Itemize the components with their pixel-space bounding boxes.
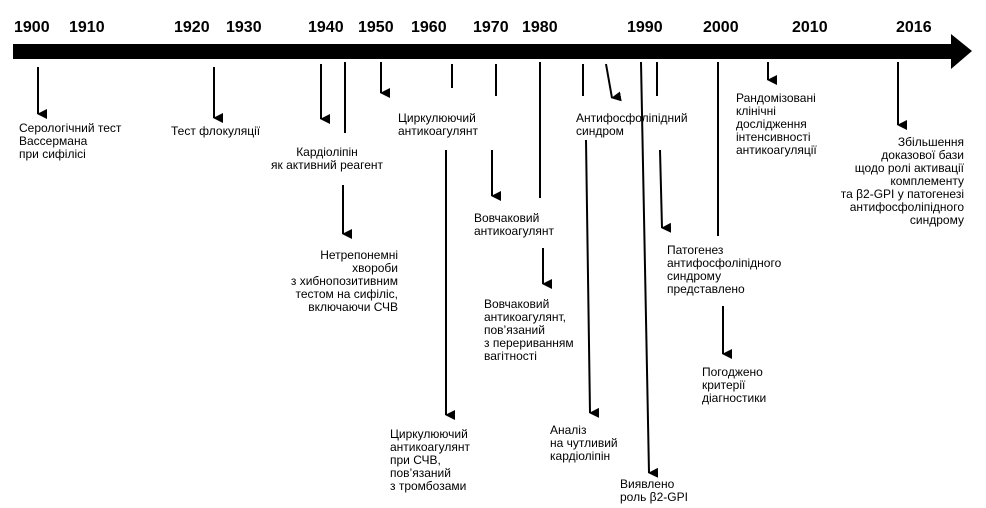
event-lupus-pregnancy: Вовчаковий антикоагулянт, пов’язаний з перериванням вагітності xyxy=(484,297,574,363)
event-circulating-sle-thrombosis: Циркулюючий антикоагулянт при СЧВ, пов’язаний з тромбозами xyxy=(390,427,470,493)
arrow-aps-diagonal xyxy=(606,64,612,98)
event-nontreponemal: Нетрепонемні хвороби з хибнопозитивним тестом на сифіліс, включаючи СЧВ xyxy=(290,248,398,314)
year-1910: 1910 xyxy=(69,19,105,36)
event-wassermann: Серологічний тест Вассермана при сифілісі xyxy=(19,121,122,161)
event-pathogenesis: Патогенез антифосфоліпідного синдрому представлено xyxy=(667,243,782,296)
year-2016: 2016 xyxy=(896,19,932,36)
year-1970: 1970 xyxy=(473,19,509,36)
event-complement: Збільшення доказової бази щодо ролі активації комплементу та β2-GPI у патогенезі антифосфоліпідного синдрому xyxy=(840,135,964,227)
timeline-axis xyxy=(13,44,953,59)
event-aps: Антифосфоліпідний синдром xyxy=(576,111,688,138)
year-2010: 2010 xyxy=(792,19,828,36)
event-randomized: Рандомізовані клінічні дослідження інтенсивності антикоагуляції xyxy=(736,91,817,157)
year-1930: 1930 xyxy=(226,19,262,36)
event-b2gpi-role: Виявлено роль β2-GPI xyxy=(620,477,688,504)
year-1990: 1990 xyxy=(627,19,663,36)
event-lupus-anticoagulant: Вовчаковий антикоагулянт xyxy=(474,211,554,238)
year-1900: 1900 xyxy=(14,19,50,36)
event-cardiolipin: Кардіолiпін як активний реагент xyxy=(270,145,383,172)
arrow-pathogenesis xyxy=(660,150,662,228)
event-criteria: Погоджено критерії діагностики xyxy=(702,365,767,405)
timeline-arrowhead xyxy=(951,34,972,69)
arrow-sensitive-cardiolipin xyxy=(586,140,590,413)
year-1920: 1920 xyxy=(174,19,210,36)
year-2000: 2000 xyxy=(703,19,739,36)
year-1980: 1980 xyxy=(522,19,558,36)
year-1950: 1950 xyxy=(358,19,394,36)
year-1960: 1960 xyxy=(411,19,447,36)
event-flocculation: Тест флокуляції xyxy=(171,124,261,138)
year-1940: 1940 xyxy=(308,19,344,36)
event-sensitive-cardiolipin: Аналіз на чутливий кардіолiпін xyxy=(550,423,618,463)
event-circulating-anticoagulant: Циркулюючий антикоагулянт xyxy=(398,111,478,138)
